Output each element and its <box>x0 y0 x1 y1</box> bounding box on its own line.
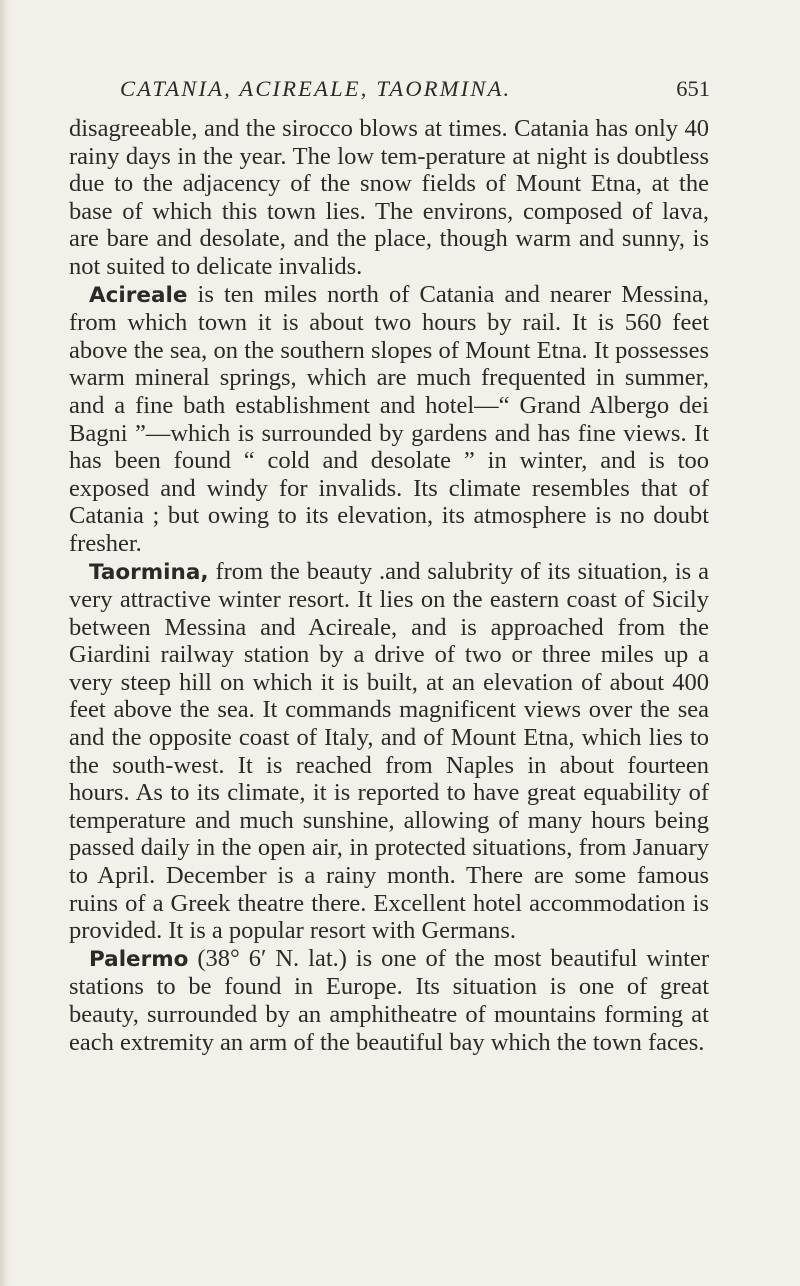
page-header <box>120 76 710 110</box>
body-text <box>69 115 709 1056</box>
paragraph-heading-term: Taormina, <box>89 559 209 585</box>
paragraph-catania-continued <box>69 115 709 281</box>
paragraph-heading-term: Acireale <box>89 282 188 308</box>
paragraph-text: is ten miles north of Catania and nearer Messina, from which town it is about two hours by rail. It is 560 feet above the sea, on the southern slopes of Mount Etna. It possesses warm mineral springs, which are much frequented in summer, and a fine bath establishment and hotel—“ Grand Albergo dei Bagni ”—which is surrounded by gardens and has fine views. It has been found “ cold and desolate ” in winter, and is too exposed and windy for invalids. Its climate resembles that of Catania ; but owing to its elevation, its atmosphere is no doubt fresher. <box>69 280 709 557</box>
running-title: CATANIA, ACIREALE, TAORMINA. <box>120 76 512 101</box>
paragraph-heading-term: Palermo <box>89 946 189 972</box>
paragraph-text: (38° 6′ N. lat.) is one of the most beautiful winter stations to be found in Europe. Its situation is one of great beauty, surrounded by an amphitheatre of mountains forming at each extremity an arm of the beautiful bay which the town faces. <box>69 944 709 1056</box>
paragraph-acireale <box>69 281 709 558</box>
paragraph-text: from the beauty .and salubrity of its situation, is a very attractive winter resort. It lies on the eastern coast of Sicily between Messina and Acireale, and is approached from the Giardini railway station by a drive of two or three miles up a very steep hill on which it is built, at an elevation of about 400 feet above the sea. It commands magnificent views over the sea and the opposite coast of Italy, and of Mount Etna, which lies to the south-west. It is reached from Naples in about fourteen hours. As to its climate, it is reported to have great equability of temperature and much sunshine, allowing of many hours being passed daily in the open air, in protected situations, from January to April. December is a rainy month. There are some famous ruins of a Greek theatre there. Excellent hotel accommodation is provided. It is a popular resort with Germans. <box>69 557 709 945</box>
paragraph-palermo <box>69 945 709 1056</box>
paragraph-taormina <box>69 558 709 945</box>
page-number: 651 <box>676 76 710 101</box>
paragraph-text: disagreeable, and the sirocco blows at times. Catania has only 40 rainy days in the year. The low tem-perature at night is doubtless due to the adjacency of the snow fields of Mount Etna, at the base of which this town lies. The environs, composed of lava, are bare and desolate, and the place, though warm and sunny, is not suited to delicate invalids. <box>69 115 709 280</box>
page-edge-shadow <box>0 0 10 1286</box>
